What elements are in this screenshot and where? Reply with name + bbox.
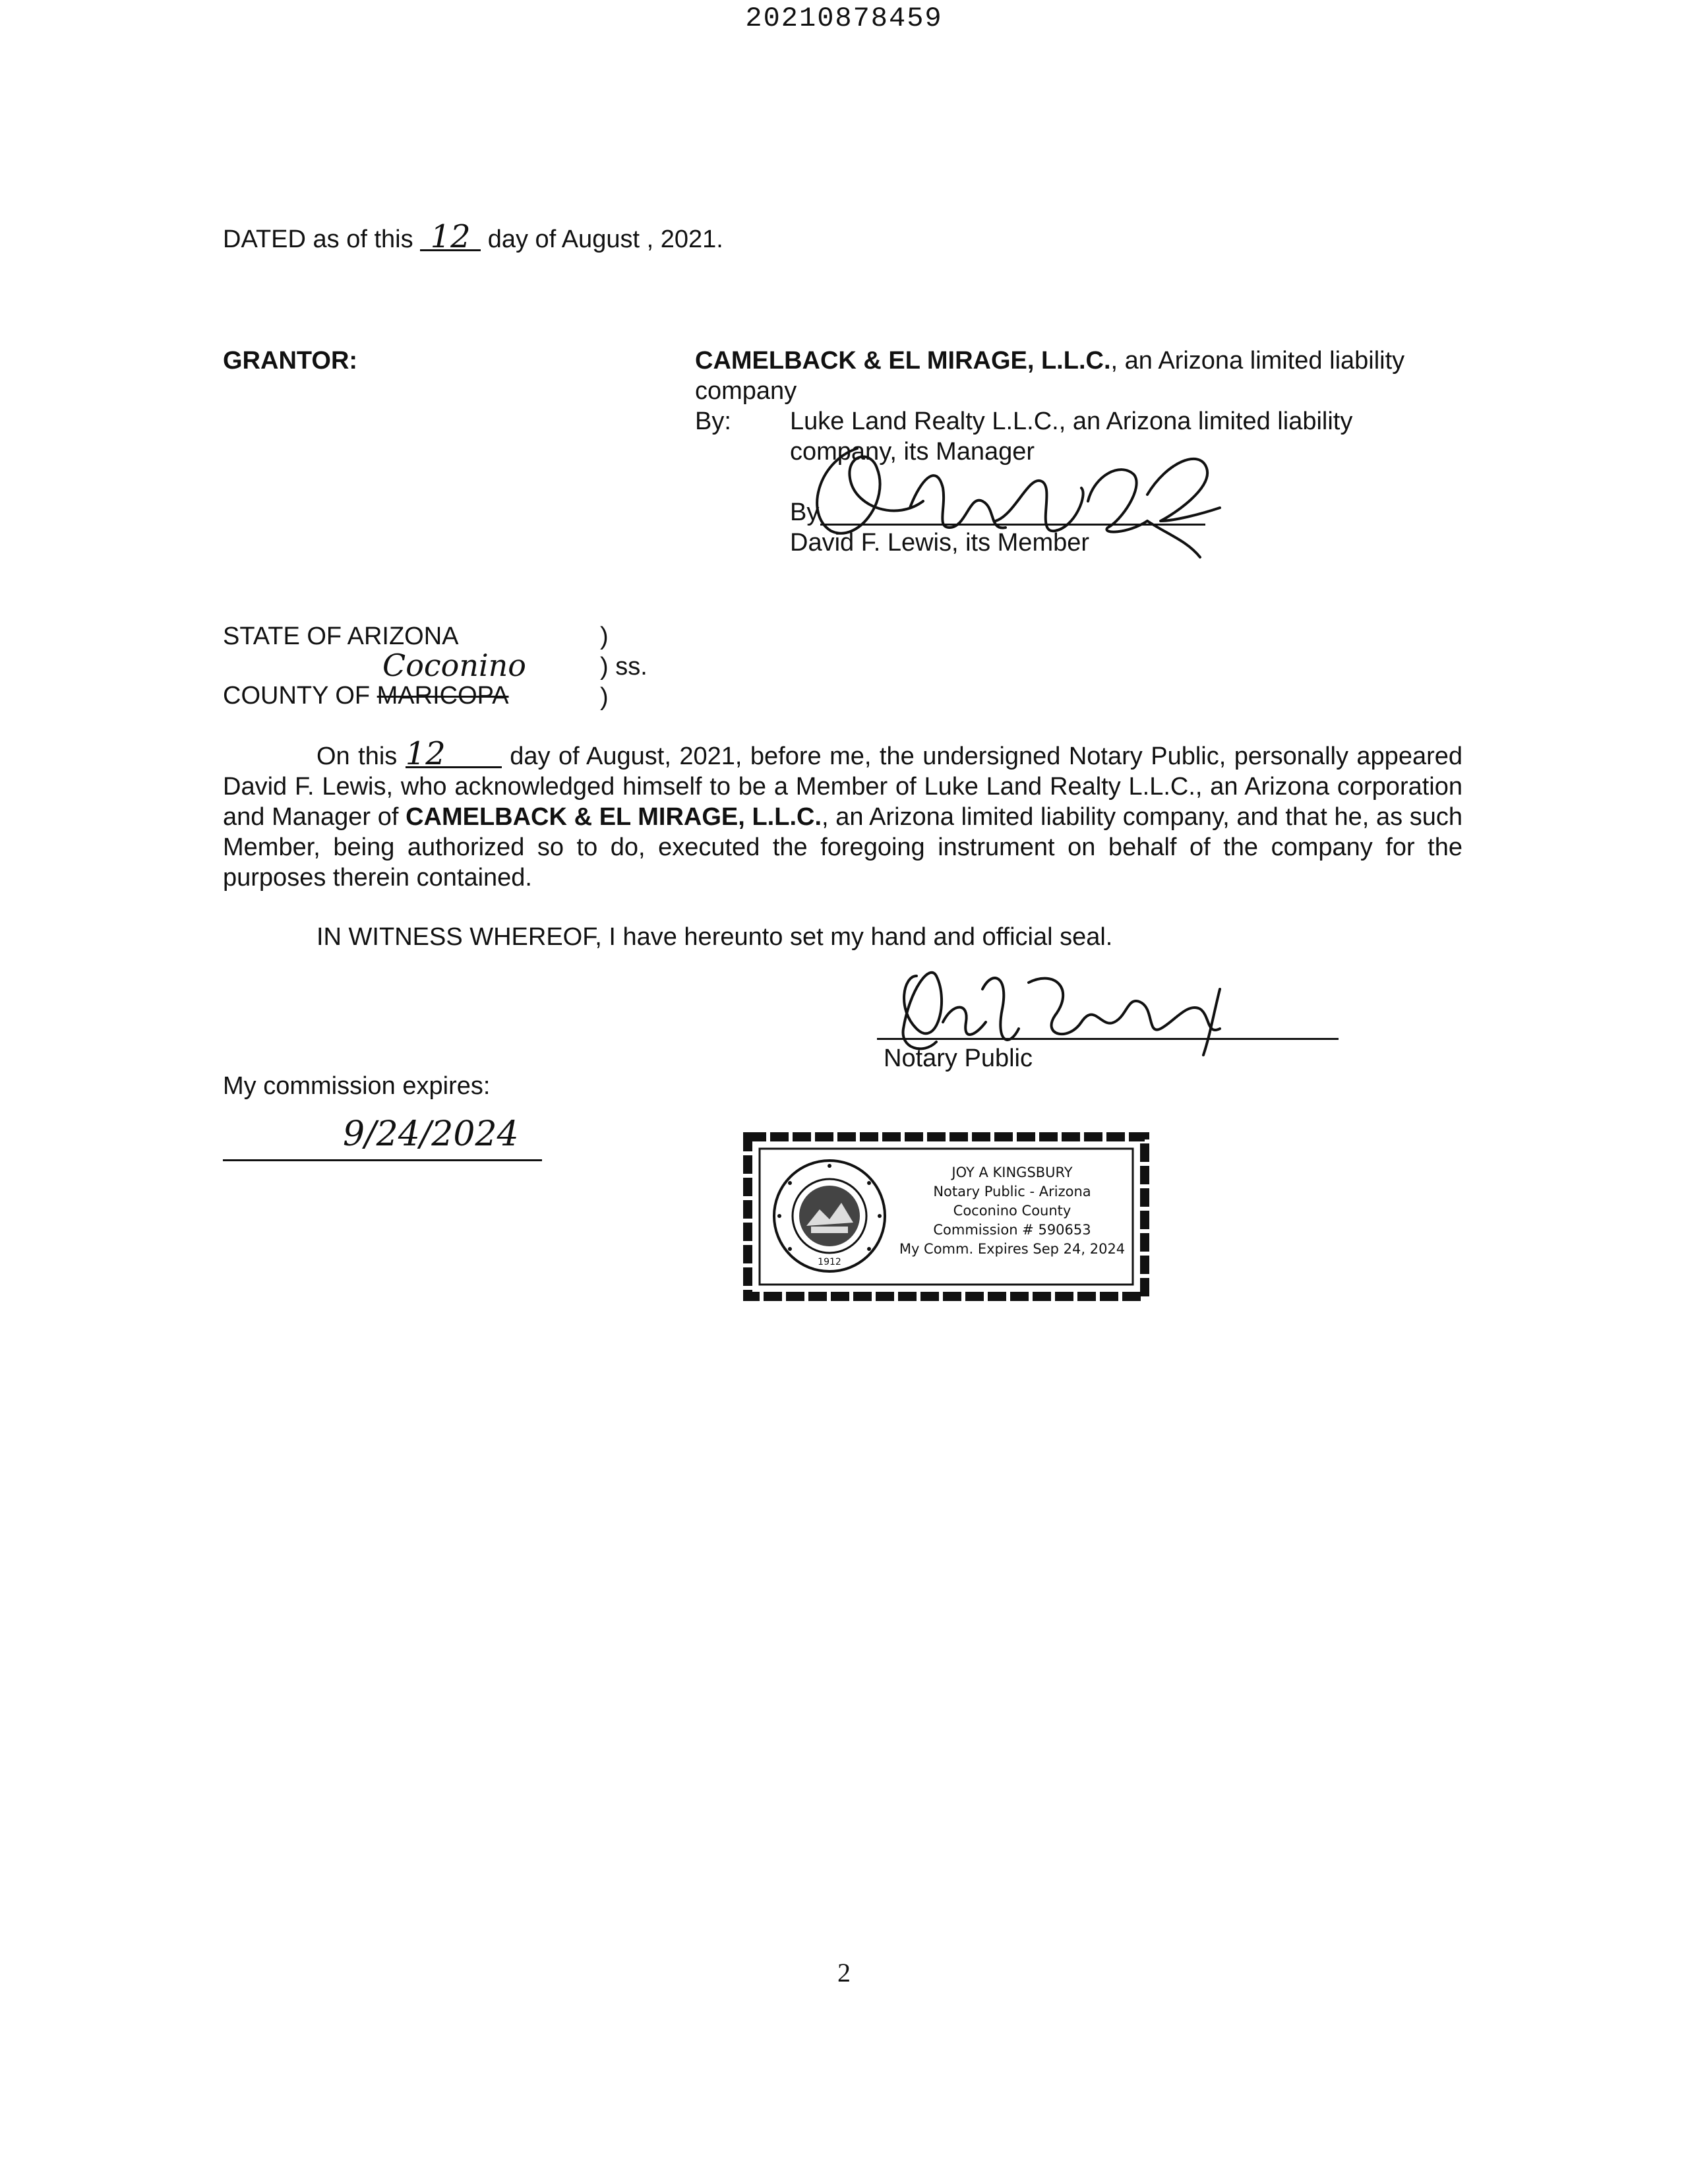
dated-prefix: DATED as of this <box>223 226 413 253</box>
ack-text: day of August, 2021, before me, the undersigned Notary Public, personally appeared David F. Lewis, who acknowledged himself to be a Member of Luke Land Realty L.L.C., an Arizona corporation and Manager of <box>223 743 1463 831</box>
stamp-commission: Commission # 590653 <box>933 1222 1091 1238</box>
grantor-by-label: By: <box>695 408 731 435</box>
venue-state: STATE OF ARIZONA <box>223 622 459 650</box>
notary-signature-line <box>877 1038 1339 1040</box>
dated-line <box>223 218 723 255</box>
grantor-company-line <box>695 346 1404 376</box>
venue-paren-ss: ) ss. <box>600 653 648 681</box>
ack-day: 12 <box>406 741 502 768</box>
stamp-text-block <box>890 1163 1134 1259</box>
grantor-label: GRANTOR: <box>223 347 358 375</box>
grantor-manager-line2: company, its Manager <box>790 438 1035 466</box>
ack-company-name: CAMELBACK & EL MIRAGE, L.L.C. <box>406 803 822 831</box>
grantor-signer: David F. Lewis, its Member <box>790 529 1090 557</box>
seal-year: 1912 <box>818 1257 841 1267</box>
ack-on-this: On this <box>316 743 398 770</box>
stamp-county: Coconino County <box>953 1203 1071 1219</box>
stamp-name: JOY A KINGSBURY <box>951 1165 1073 1180</box>
state-seal-icon <box>770 1157 889 1275</box>
venue-county-line <box>223 681 509 711</box>
commission-expires-date: 9/24/2024 <box>343 1114 519 1154</box>
notary-stamp <box>741 1130 1151 1303</box>
grantor-company-desc: , an Arizona limited liability <box>1110 347 1405 375</box>
venue-county-prefix: COUNTY OF <box>223 682 371 710</box>
witness-statement: IN WITNESS WHEREOF, I have hereunto set my hand and official seal. <box>316 923 1113 951</box>
venue-paren-3: ) <box>600 683 609 711</box>
dated-suffix: day of August , 2021. <box>487 226 723 253</box>
page-number: 2 <box>837 1958 851 1987</box>
acknowledgment-paragraph <box>223 735 1463 893</box>
stamp-expires: My Comm. Expires Sep 24, 2024 <box>899 1241 1126 1257</box>
stamp-title: Notary Public - Arizona <box>933 1184 1091 1199</box>
grantor-company-line2: company <box>695 377 797 405</box>
dated-day: 12 <box>420 224 481 251</box>
grantor-manager-line1: Luke Land Realty L.L.C., an Arizona limited liability <box>790 408 1353 435</box>
grantor-signature <box>778 422 1226 561</box>
venue-paren-1: ) <box>600 622 609 650</box>
commission-date-line <box>223 1159 542 1161</box>
ack-text-end: , an Arizona limited liability company, and that he, as such Member, being authorized so to do, executed the foregoing instrument on behalf of the company for the purposes therein contained. <box>223 803 1463 892</box>
grantor-company-name: CAMELBACK & EL MIRAGE, L.L.C. <box>695 347 1111 375</box>
document-number: 20210878459 <box>745 3 943 34</box>
commission-expires-label: My commission expires: <box>223 1072 491 1100</box>
venue-county-struck: MARICOPA <box>377 682 509 710</box>
grantor-by2-label: By <box>790 499 820 526</box>
notary-public-label: Notary Public <box>884 1045 1033 1072</box>
venue-county-handwritten: Coconino <box>382 648 527 683</box>
